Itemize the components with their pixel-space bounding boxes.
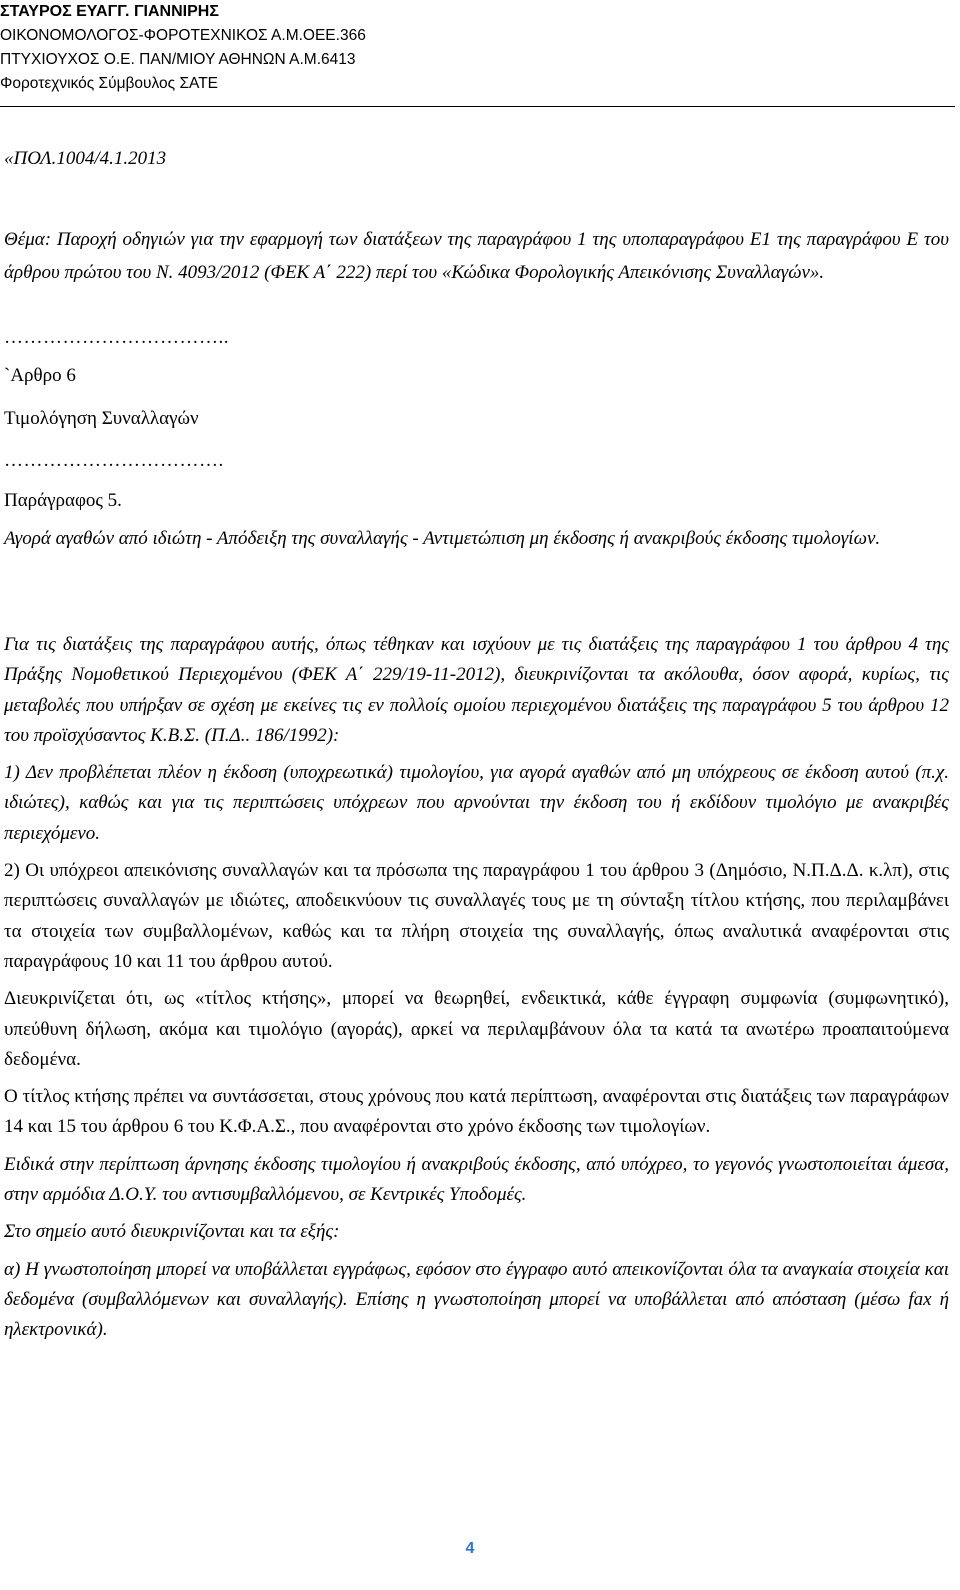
ellipsis-separator: ……………………………. xyxy=(4,450,224,471)
body-paragraph: Διευκρινίζεται ότι, ως «τίτλος κτήσης», μπορεί να θεωρηθεί, ενδεικτικά, κάθε έγγραφη συμφωνία (συμφωνητικό), υπεύθυνη δήλωση, ακόμα και τιμολόγιο (αγοράς), αρκεί να περιλαμβάνουν όλα τα κατά τα ανωτέρω προαπαιτούμενα δεδομένα. xyxy=(4,988,949,1070)
body-paragraph: α) Η γνωστοποίηση μπορεί να υποβάλλεται εγγράφως, εφόσον στο έγγραφο αυτό απεικονίζονται όλα τα αναγκαία στοιχεία και δεδομένα (συμβαλλόμενων και συναλλαγής). Επίσης η γνωστοποίηση μπορεί να υποβάλλεται από απόσταση (μέσω fax ή ηλεκτρονικά). xyxy=(4,1258,949,1341)
body-paragraph: Ο τίτλος κτήσης πρέπει να συντάσσεται, στους χρόνους που κατά περίπτωση, αναφέρονται στις διατάξεις των παραγράφων 14 και 15 του άρθρου 6 του Κ.Φ.Α.Σ., που αναφέρονται στο χρόνο έκδοσης των τιμολογίων. xyxy=(4,1086,949,1138)
author-role: Φοροτεχνικός Σύμβουλος ΣΑΤΕ xyxy=(0,75,219,92)
circular-reference: «ΠΟΛ.1004/4.1.2013 xyxy=(4,148,167,169)
article-heading: `Αρθρο 6 xyxy=(4,365,76,386)
author-degree: ΠΤΥΧΙΟΥΧΟΣ Ο.Ε. ΠΑΝ/ΜΙΟΥ ΑΘΗΝΩΝ Α.Μ.6413 xyxy=(0,51,356,68)
header-divider xyxy=(0,106,955,107)
page-number: 4 xyxy=(465,1540,475,1557)
paragraph-number: Παράγραφος 5. xyxy=(4,490,122,511)
author-profession: ΟΙΚΟΝΟΜΟΛΟΓΟΣ-ΦΟΡΟΤΕΧΝΙΚΟΣ Α.Μ.ΟΕΕ.366 xyxy=(0,27,366,44)
ellipsis-separator: …………………………….. xyxy=(4,327,229,348)
body-paragraph: 2) Οι υπόχρεοι απεικόνισης συναλλαγών και τα πρόσωπα της παραγράφου 1 του άρθρου 3 (Δημόσιο, Ν.Π.Δ.Δ. κ.λπ), στις περιπτώσεις συναλλαγών με ιδιώτες, αποδεικνύουν τις συναλλαγές τους με τη σύνταξη τίτλου κτήσης, που περιλαμβάνει τα στοιχεία των συμβαλλομένων, καθώς και τα πλήρη στοιχεία της συναλλαγής, όπως αναλυτικά αναφέρονται στις παραγράφους 10 και 11 του άρθρου αυτού. xyxy=(4,860,949,972)
body-paragraph: Στο σημείο αυτό διευκρινίζονται και τα εξής: xyxy=(4,1221,340,1243)
paragraph-title: Αγορά αγαθών από ιδιώτη - Απόδειξη της συναλλαγής - Αντιμετώπιση μη έκδοσης ή ανακριβούς έκδοσης τιμολογίων. xyxy=(4,528,881,549)
document-body xyxy=(4,630,949,1353)
document-subject: Θέμα: Παροχή οδηγιών για την εφαρμογή των διατάξεων της παραγράφου 1 της υποπαραγράφου Ε1 της παραγράφου Ε του άρθρου πρώτου του Ν. 4093/2012 (ΦΕΚ Α΄ 222) περί του «Κώδικα Φορολογικής Απεικόνισης Συναλλαγών». xyxy=(4,229,949,283)
letterhead xyxy=(0,0,955,96)
body-paragraph: Για τις διατάξεις της παραγράφου αυτής, όπως τέθηκαν και ισχύουν με τις διατάξεις της παραγράφου 1 του άρθρου 4 της Πράξης Νομοθετικού Περιεχομένου (ΦΕΚ Α΄ 229/19-11-2012), διευκρινίζονται τα ακόλουθα, όσον αφορά, κυρίως, τις μεταβολές που υπήρξαν σε σχέση με εκείνες τις εν πολλοίς ομοίου περιεχομένου διατάξεις της παραγράφου 5 του άρθρου 12 του προϊσχύσαντος Κ.Β.Σ. (Π.Δ.. 186/1992): xyxy=(4,634,949,746)
body-paragraph: 1) Δεν προβλέπεται πλέον η έκδοση (υποχρεωτικά) τιμολογίου, για αγορά αγαθών από μη υπόχρεους σε έκδοση αυτού (π.χ. ιδιώτες), καθώς και για τις περιπτώσεις υπόχρεων που αρνούνται την έκδοση του ή εκδίδουν τιμολόγιο με ανακριβές περιεχόμενο. xyxy=(4,762,949,844)
body-paragraph: Ειδικά στην περίπτωση άρνησης έκδοσης τιμολογίου ή ανακριβούς έκδοσης, από υπόχρεο, το γεγονός γνωστοποιείται άμεσα, στην αρμόδια Δ.Ο.Υ. του αντισυμβαλλόμενου, σε Κεντρικές Υποδομές. xyxy=(4,1153,949,1206)
article-title: Τιμολόγηση Συναλλαγών xyxy=(4,408,199,429)
author-name: ΣΤΑΥΡΟΣ ΕΥΑΓΓ. ΓΙΑΝΝΙΡΗΣ xyxy=(0,3,219,20)
